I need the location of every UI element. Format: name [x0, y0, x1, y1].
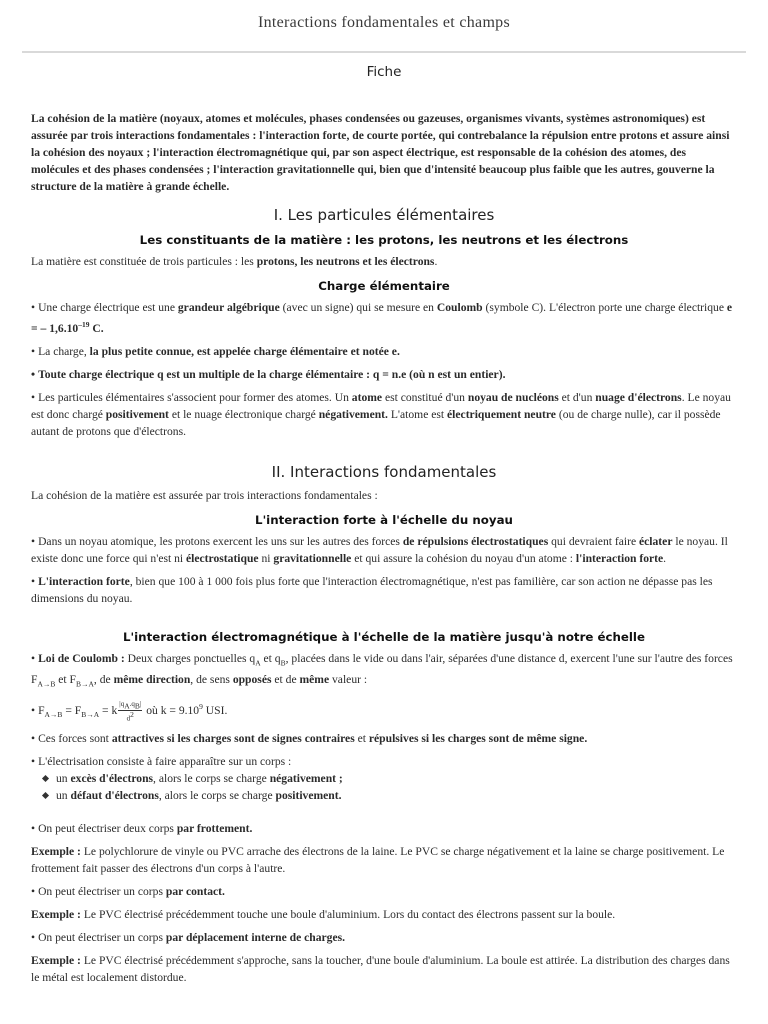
subsection-electromagnetique-title: L'interaction électromagnétique à l'échelle de la matière jusqu'à notre échelle: [123, 629, 645, 644]
diamond-bullet-icon: [42, 792, 49, 799]
example-frottement: Exemple : Le polychlorure de vinyle ou PVC arrache des électrons de la laine. Le PVC se charge négativement et la laine se charge positivement. Le frottement fait passer des électrons d'un corps à l'autre.: [31, 844, 725, 875]
subsection-constituants-title: Les constituants de la matière : les protons, les neutrons et les électrons: [139, 233, 629, 247]
bullet-charge-elementaire: • La charge, la plus petite connue, est appelée charge élémentaire et notée e.: [31, 344, 400, 358]
bullet-electrisation: • L'électrisation consiste à faire apparaître sur un corps :: [31, 754, 292, 768]
bullet-deplacement: • On peut électriser un corps par déplacement interne de charges.: [31, 930, 346, 944]
electrisation-list: [31, 770, 737, 804]
fiche-label: Fiche: [366, 64, 402, 80]
page-header: [22, 0, 746, 53]
subsection-charge-title: Charge élémentaire: [318, 279, 450, 293]
section-2-title: II. Interactions fondamentales: [271, 462, 497, 481]
list-item: un excès d'électrons, alors le corps se charge négativement ;: [41, 770, 737, 787]
bullet-frottement: • On peut électriser deux corps par frottement.: [31, 821, 253, 835]
subsection-interaction-forte-title: L'interaction forte à l'échelle du noyau: [255, 512, 513, 527]
coulomb-formula: • $F_{A\to B} = F_{B\to A} = k$ $\frac{|q_A.q_B|}{d^2}$ où $k = 9.10^9$ USI.: [31, 700, 228, 723]
paragraph-cohesion: La cohésion de la matière est assurée par trois interactions fondamentales :: [31, 488, 378, 502]
bullet-multiple-charge: • Toute charge électrique q est un multiple de la charge élémentaire : q = n.e (où n est un entier).: [31, 367, 506, 381]
example-deplacement: Exemple : Le PVC électrisé précédemment s'approche, sans la toucher, d'une boule d'aluminium. La boule est attirée. La distribution des charges dans le métal est localement distordue.: [31, 953, 730, 984]
bullet-interaction-forte: • L'interaction forte, bien que 100 à 1 000 fois plus forte que l'interaction électromagnétique, n'est pas familière, car son action ne dépasse pas les dimensions du noyau.: [31, 574, 713, 605]
bullet-noyau-atomique: • Dans un noyau atomique, les protons exercent les uns sur les autres des forces de répulsions électrostatiques qui devraient faire éclater le noyau. Il existe donc une force qui n'est ni électrostatique ni gravitationnelle et qui assure la cohésion du noyau d'un atome : l'interaction forte.: [31, 534, 728, 565]
paragraph-constituants: La matière est constituée de trois particules : les protons, les neutrons et les électrons.: [31, 255, 438, 268]
document-body: [31, 110, 737, 992]
list-item: un défaut d'électrons, alors le corps se charge positivement.: [41, 787, 737, 804]
bullet-contact: • On peut électriser un corps par contact.: [31, 884, 225, 898]
bullet-attractives-repulsives: • Ces forces sont attractives si les charges sont de signes contraires et répulsives si les charges sont de même signe.: [31, 731, 588, 745]
intro-paragraph: La cohésion de la matière (noyaux, atomes et molécules, phases condensées ou gazeuses, organismes vivants, systèmes astronomiques) est assurée par trois interactions fondamentales : l'interaction forte, de courte portée, qui contrebalance la répulsion entre protons et assure ainsi la cohésion des noyaux ; l'interaction électromagnétique qui, par son aspect électrique, est responsable de la cohésion des atomes, des molécules et des phases condensées ; l'interaction gravitationnelle qui, bien que d'intensité beaucoup plus faible que les autres, gouverne la structure de la matière à grande échelle.: [31, 112, 730, 193]
formula-fraction: $\frac{|q_A.q_B|}{d^2}$: [119, 700, 142, 723]
diamond-bullet-icon: [42, 775, 49, 782]
bullet-loi-coulomb: • Loi de Coulomb : Deux charges ponctuelles $q_A$ et $q_B$, placées dans le vide ou dans l'air, séparées d'une distance d, exercent l'une sur l'autre des forces $F_{A\to B}$ et $F_{B\to A}$, de même direction, de sens opposés et de même valeur :: [31, 651, 733, 689]
document-title: Interactions fondamentales et champs: [257, 14, 511, 31]
section-1-title: I. Les particules élémentaires: [273, 206, 495, 224]
example-contact: Exemple : Le PVC électrisé précédemment touche une boule d'aluminium. Lors du contact des électrons passent sur la boule.: [31, 907, 616, 921]
bullet-atome: • Les particules élémentaires s'associent pour former des atomes. Un atome est constitué d'un noyau de nucléons et d'un nuage d'électrons. Le noyau est donc chargé positivement et le nuage électronique chargé négativement. L'atome est électriquement neutre (ou de charge nulle), car il possède autant de protons que d'électrons.: [31, 390, 731, 438]
bullet-charge-electrique: • Une charge électrique est une grandeur algébrique (avec un signe) qui se mesure en Coulomb (symbole C). L'électron porte une charge électrique e = – $1,6.10^{-19}$ C.: [31, 301, 733, 335]
